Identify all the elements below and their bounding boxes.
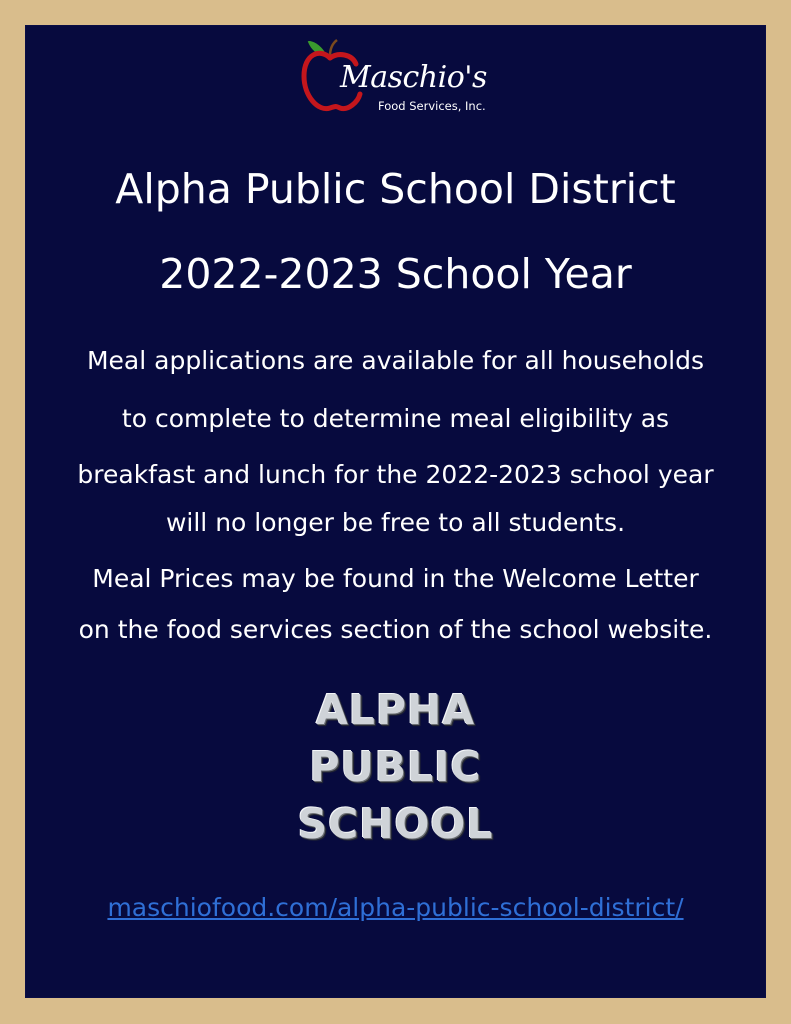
school-year-title: 2022-2023 School Year bbox=[159, 250, 632, 298]
body-line: on the food services section of the school website. bbox=[78, 615, 713, 644]
body-line: breakfast and lunch for the 2022-2023 school year bbox=[77, 460, 714, 489]
body-line: will no longer be free to all students. bbox=[165, 508, 626, 537]
school-logo-line: PUBLIC bbox=[309, 743, 482, 791]
logo-brand-name: Maschio's bbox=[340, 60, 487, 95]
body-line: to complete to determine meal eligibility as bbox=[121, 404, 670, 433]
school-logo-line: SCHOOL bbox=[297, 800, 494, 848]
body-line: Meal Prices may be found in the Welcome Letter bbox=[92, 564, 699, 593]
school-logo-line: ALPHA bbox=[316, 686, 475, 734]
district-website-link[interactable]: maschiofood.com/alpha-public-school-district/ bbox=[107, 893, 684, 922]
logo-subtitle: Food Services, Inc. bbox=[378, 99, 486, 113]
district-title: Alpha Public School District bbox=[115, 165, 676, 213]
body-line: Meal applications are available for all households bbox=[86, 346, 705, 375]
maschios-logo bbox=[300, 34, 500, 120]
